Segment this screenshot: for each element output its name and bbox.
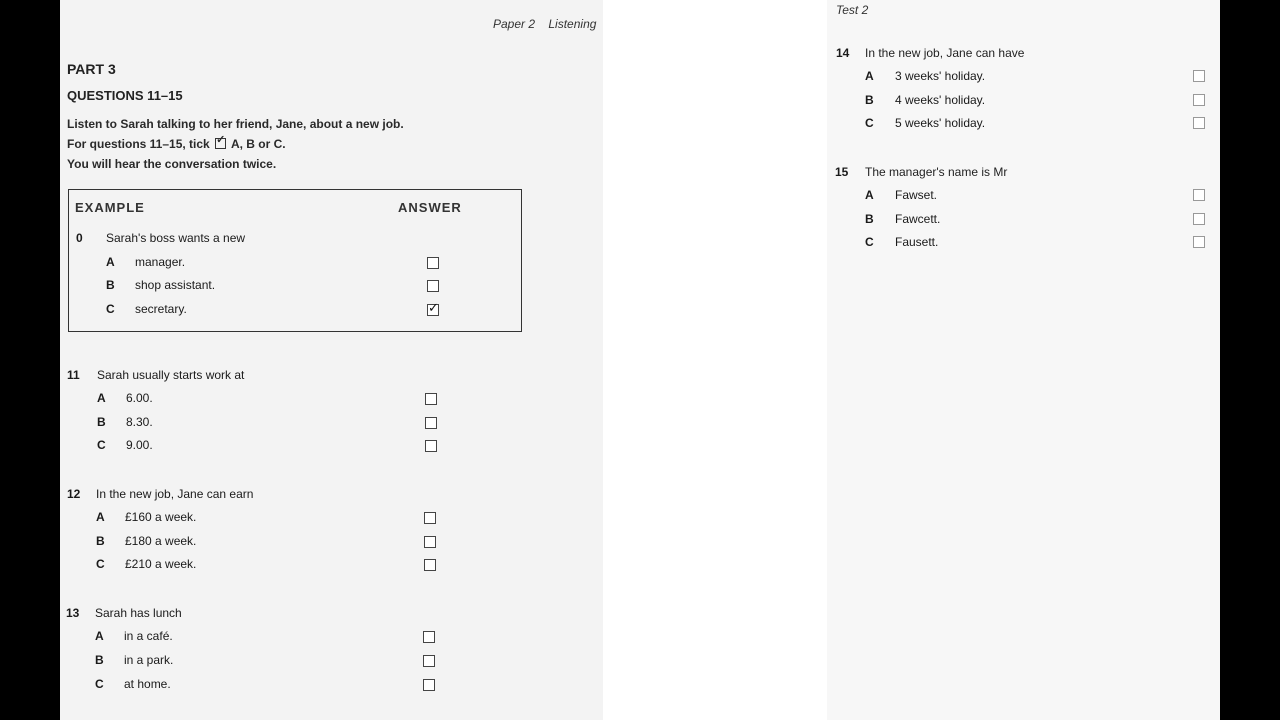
answer-checkbox[interactable] [1193, 117, 1205, 129]
option-letter: B [865, 93, 874, 107]
example-option-text: secretary. [135, 302, 187, 316]
answer-checkbox[interactable] [423, 655, 435, 667]
option-text: £210 a week. [125, 557, 197, 571]
option-text: 3 weeks' holiday. [895, 69, 986, 83]
page-gap [603, 0, 827, 720]
option-text: 9.00. [126, 438, 153, 452]
option-letter: A [95, 629, 104, 643]
answer-label: ANSWER [398, 200, 462, 215]
option-text: 4 weeks' holiday. [895, 93, 986, 107]
example-answer-checkbox[interactable] [427, 257, 439, 269]
right-page [827, 0, 1220, 720]
example-answer-checkbox-ticked[interactable] [427, 300, 439, 316]
question-text: In the new job, Jane can earn [96, 487, 254, 501]
question-text: Sarah has lunch [95, 606, 182, 620]
option-letter: B [96, 534, 105, 548]
option-text: Fausett. [895, 235, 939, 249]
option-letter: B [95, 653, 104, 667]
option-letter: C [865, 116, 874, 130]
answer-checkbox[interactable] [424, 512, 436, 524]
question-text: The manager's name is Mr [865, 165, 1008, 179]
example-label: EXAMPLE [75, 200, 145, 215]
answer-checkbox[interactable] [1193, 236, 1205, 248]
question-text: In the new job, Jane can have [865, 46, 1025, 60]
header-section: Listening [548, 17, 597, 31]
answer-checkbox[interactable] [423, 631, 435, 643]
header-test: Test 2 [836, 3, 869, 17]
question-number: 13 [66, 606, 80, 620]
answer-checkbox[interactable] [1193, 213, 1205, 225]
example-option-letter: B [106, 278, 115, 292]
option-text: at home. [124, 677, 171, 691]
questions-title: QUESTIONS 11–15 [67, 88, 183, 103]
answer-checkbox[interactable] [1193, 189, 1205, 201]
option-text: 5 weeks' holiday. [895, 116, 986, 130]
option-letter: A [865, 69, 874, 83]
option-letter: B [97, 415, 106, 429]
tick-icon: ✓ [428, 300, 439, 315]
inline-tick-box-icon: ✓ [215, 138, 226, 149]
left-page [60, 0, 603, 720]
instruction-1: Listen to Sarah talking to her friend, Jane, about a new job. [67, 117, 404, 131]
option-text: 8.30. [126, 415, 153, 429]
option-text: Fawcett. [895, 212, 941, 226]
option-letter: A [865, 188, 874, 202]
option-letter: C [97, 438, 106, 452]
answer-checkbox[interactable] [424, 536, 436, 548]
option-letter: C [865, 235, 874, 249]
option-letter: C [96, 557, 105, 571]
part-title: PART 3 [67, 61, 116, 77]
page-header [493, 17, 596, 31]
answer-checkbox[interactable] [425, 417, 437, 429]
answer-checkbox[interactable] [425, 393, 437, 405]
example-number: 0 [76, 231, 83, 245]
instruction-3: You will hear the conversation twice. [67, 157, 277, 171]
example-option-letter: C [106, 302, 115, 316]
question-number: 11 [67, 368, 80, 382]
option-text: £160 a week. [125, 510, 197, 524]
option-letter: A [96, 510, 105, 524]
example-option-text: shop assistant. [135, 278, 216, 292]
example-option-letter: A [106, 255, 115, 269]
option-text: £180 a week. [125, 534, 197, 548]
option-text: Fawset. [895, 188, 938, 202]
instruction-2: For questions 11–15, tick ✓ A, B or C. [67, 134, 286, 151]
option-letter: C [95, 677, 104, 691]
example-answer-checkbox[interactable] [427, 280, 439, 292]
question-number: 12 [67, 487, 81, 501]
option-letter: A [97, 391, 106, 405]
example-option-text: manager. [135, 255, 186, 269]
answer-checkbox[interactable] [424, 559, 436, 571]
option-letter: B [865, 212, 874, 226]
option-text: in a café. [124, 629, 173, 643]
answer-checkbox[interactable] [1193, 94, 1205, 106]
answer-checkbox[interactable] [423, 679, 435, 691]
question-number: 14 [836, 46, 850, 60]
header-paper: Paper 2 [493, 17, 536, 31]
example-question: Sarah's boss wants a new [106, 231, 246, 245]
option-text: in a park. [124, 653, 174, 667]
answer-checkbox[interactable] [1193, 70, 1205, 82]
answer-checkbox[interactable] [425, 440, 437, 452]
question-text: Sarah usually starts work at [97, 368, 245, 382]
option-text: 6.00. [126, 391, 153, 405]
question-number: 15 [835, 165, 849, 179]
